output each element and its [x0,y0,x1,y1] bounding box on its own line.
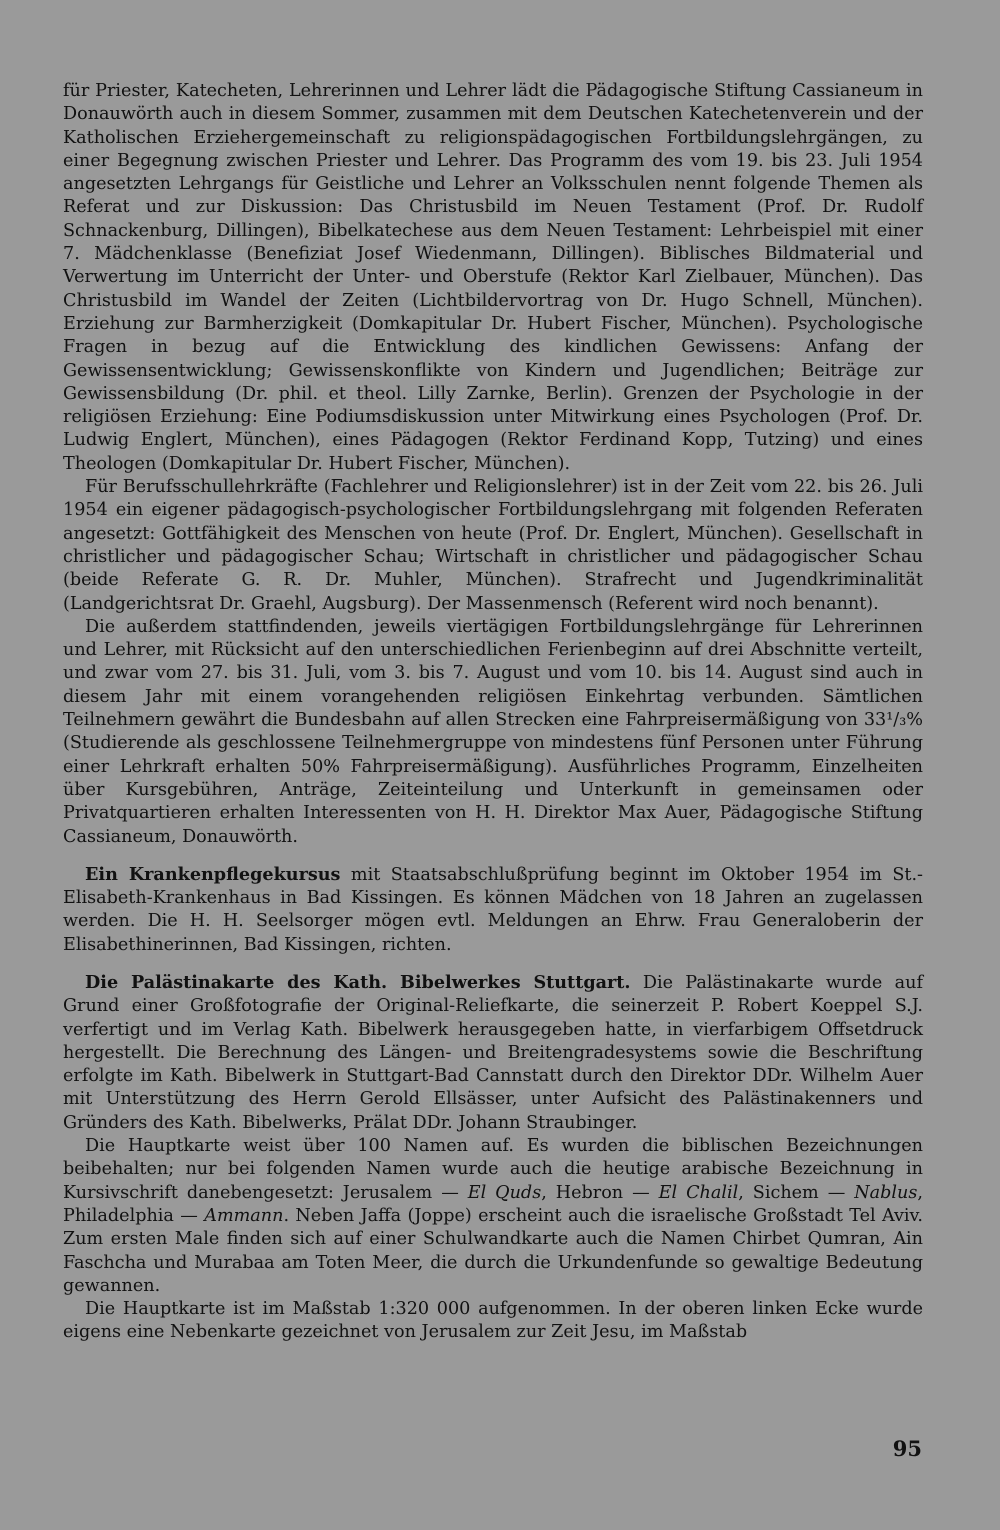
krankenpflege-heading: Ein Krankenpflegekursus [85,863,341,885]
cassianeum-paragraph-1: für Priester, Katecheten, Lehrerinnen und Lehrer lädt die Pädagogische Stiftung Cassianeum in Donauwörth auch in diesem Sommer, zusammen mit dem Deutschen Katechetenverein und der Katholischen Erziehergemeinschaft zu religionspädagogischen Fortbildungslehrgängen, zu einer Begegnung zwischen Priester und Lehrer. Das Programm des vom 19. bis 23. Juli 1954 angesetzten Lehrgangs für Geistliche und Lehrer an Volksschulen nennt folgende Themen als Referat und zur Diskussion: Das Christusbild im Neuen Testament (Prof. Dr. Rudolf Schnackenburg, Dillingen), Bibelkatechese aus dem Neuen Testament: Lehrbeispiel mit einer 7. Mädchenklasse (Benefiziat Josef Wiedenmann, Dillingen). Biblisches Bildmaterial und Verwertung im Unterricht der Unter- und Oberstufe (Rektor Karl Zielbauer, München). Das Christusbild im Wandel der Zeiten (Lichtbildervortrag von Dr. Hugo Schnell, München). Erziehung zur Barmherzigkeit (Domkapitular Dr. Hubert Fischer, München). Psychologische Fragen in bezug auf die Entwicklung des kindlichen Gewissens: Anfang der Gewissensentwicklung; Gewissenskonflikte von Kindern und Jugendlichen; Beiträge zur Gewissensbildung (Dr. phil. et theol. Lilly Zarnke, Berlin). Grenzen der Psychologie in der religiösen Erziehung: Eine Podiumsdiskussion unter Mitwirkung eines Psychologen (Prof. Dr. Ludwig Englert, München), eines Pädagogen (Rektor Ferdinand Kopp, Tutzing) und eines Theologen (Domkapitular Dr. Hubert Fischer, München). [63,81,923,474]
palaestinakarte-heading: Die Palästinakarte des Kath. Bibelwerkes Stuttgart. [85,971,631,993]
krankenpflege-text: mit Staatsabschlußprüfung beginnt im Oktober 1954 im St.-Elisabeth-Krankenhaus in Bad Kissingen. Es können Mädchen von 18 Jahren an zugelassen werden. Die H. H. Seelsorger mögen evtl. Meldungen an Ehrw. Frau Generaloberin der Elisabethinerinnen, Bad Kissingen, richten. [63,864,924,955]
palaestinakarte-text-1: Die Palästinakarte wurde auf Grund einer Großfotografie der Original-Reliefkarte, die seinerzeit P. Robert Koeppel S.J. verfertigt und im Verlag Kath. Bibelwerk herausgegeben hatte, in vierfarbigem Offsetdruck hergestellt. Die Berechnung des Längen- und Breitengradesystems sowie die Beschriftung erfolgte im Kath. Bibelwerk in Stuttgart-Bad Cannstatt durch den Direktor DDr. Wilhelm Auer mit Unterstützung des Herrn Gerold Ellsässer, unter Aufsicht des Palästinakenners und Gründers des Kath. Bibelwerks, Prälat DDr. Johann Straubinger. [63,972,923,1133]
krankenpflege-paragraph [63,863,923,957]
text-run: , Hebron — [541,1182,659,1203]
arabic-name-nablus: Nablus [854,1182,918,1203]
palaestinakarte-paragraph-1 [63,971,923,1135]
page-number: 95 [892,1436,922,1461]
cassianeum-paragraph-2: Für Berufsschullehrkräfte (Fachlehrer und Religionslehrer) ist in der Zeit vom 22. bis 26. Juli 1954 ein eigener pädagogisch-psychologischer Fortbildungslehrgang mit folgenden Referaten angesetzt: Gottfähigkeit des Menschen von heute (Prof. Dr. Englert, München). Gesellschaft in christlicher und pädagogischer Schau; Wirtschaft in christlicher und pädagogischer Schau (beide Referate G. R. Dr. Muhler, München). Strafrecht und Jugendkriminalität (Landgerichtsrat Dr. Graehl, Augsburg). Der Massenmensch (Referent wird noch benannt). [63,477,923,614]
text-run: . Neben Jaffa (Joppe) erscheint auch die israelische Großstadt Tel Aviv. Zum ersten Male finden sich auf einer Schulwandkarte auch die Namen Chirbet Qumran, Ain Faschcha und Murabaa am Toten Meer, die durch die Urkundenfunde so gewaltige Bedeutung gewannen. [63,1205,923,1296]
arabic-name-el-quds: El Quds [467,1182,542,1203]
palaestinakarte-paragraph-3: Die Hauptkarte ist im Maßstab 1:320 000 aufgenommen. In der oberen linken Ecke wurde eigens eine Nebenkarte gezeichnet von Jerusalem zur Zeit Jesu, im Maßstab [63,1299,923,1343]
palaestinakarte-paragraph-2 [63,1135,923,1298]
text-run: , Philadelphia — [63,1182,923,1226]
body-text [63,80,923,1345]
arabic-name-el-chalil: El Chalil [658,1182,739,1203]
cassianeum-paragraph-3: Die außerdem stattfindenden, jeweils viertägigen Fortbildungslehrgänge für Lehrerinnen und Lehrer, mit Rücksicht auf den unterschiedlichen Ferienbeginn auf drei Abschnitte verteilt, und zwar vom 27. bis 31. Juli, vom 3. bis 7. August und vom 10. bis 14. August sind auch in diesem Jahr mit einem vorangehenden religiösen Einkehrtag verbunden. Sämtlichen Teilnehmern gewährt die Bundesbahn auf allen Strecken eine Fahrpreisermäßigung von 33¹/₃% (Studierende als geschlossene Teilnehmergruppe von mindestens fünf Personen unter Führung einer Lehrkraft erhalten 50% Fahrpreisermäßigung). Ausführliches Programm, Einzelheiten über Kursgebühren, Anträge, Zeiteinteilung und Unterkunft in gemeinsamen oder Privatquartieren erhalten Interessenten von H. H. Direktor Max Auer, Pädagogische Stiftung Cassianeum, Donauwörth. [63,616,923,847]
text-run: Die Hauptkarte weist über 100 Namen auf. Es wurden die biblischen Bezeichnungen beibehalten; nur bei folgenden Namen wurde auch die heutige arabische Bezeichnung in Kursivschrift danebengesetzt: Jerusalem — [63,1136,923,1203]
arabic-name-ammann: Ammann [204,1205,284,1226]
text-run: , Sichem — [738,1182,855,1203]
